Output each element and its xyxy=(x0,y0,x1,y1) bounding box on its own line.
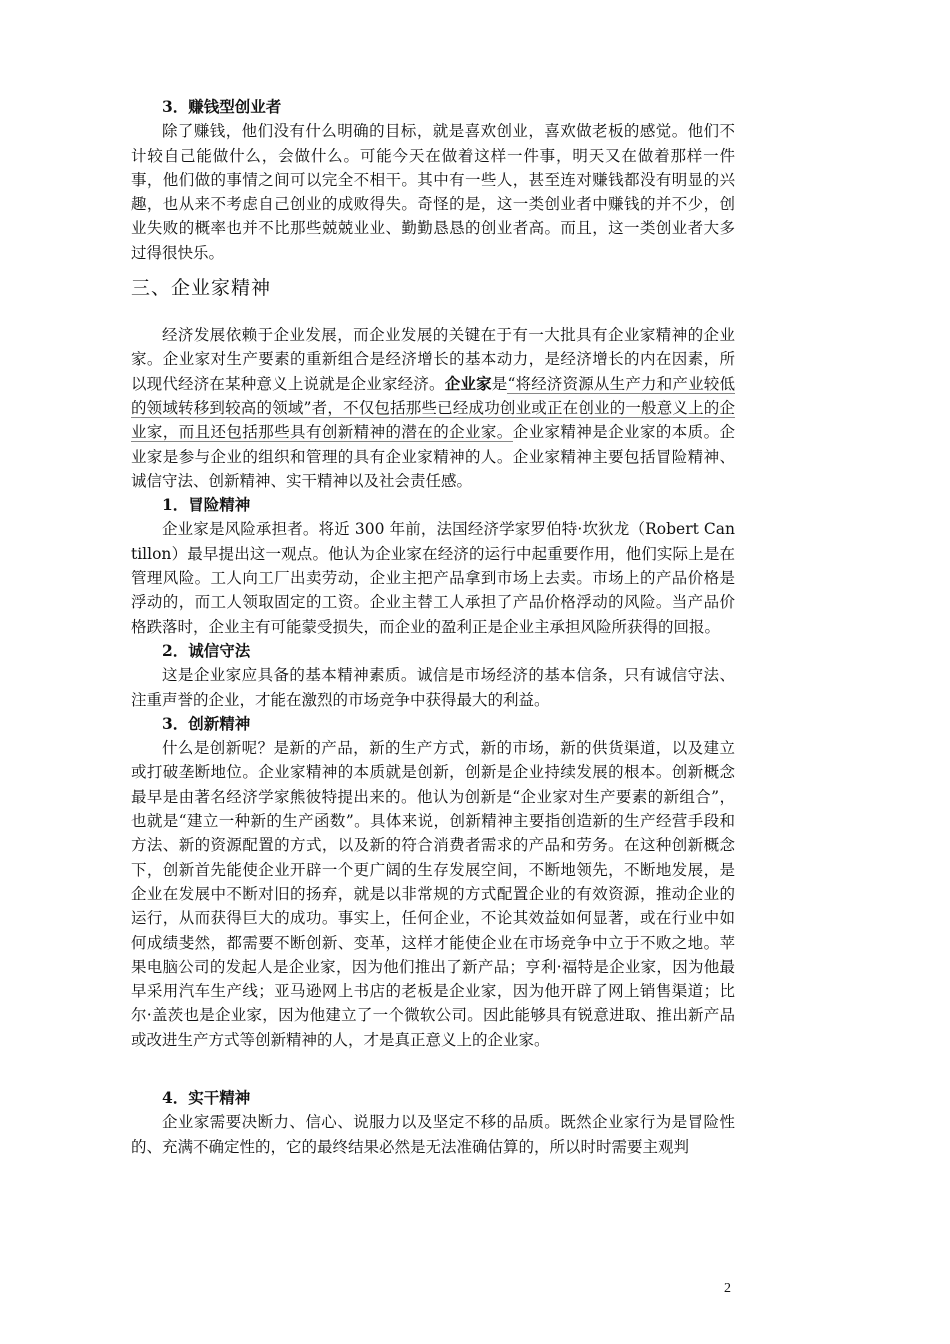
intro-part1: 经济发展依赖于企业发展，而企业发展的关键在于有一大批具有企业家精神的企业家。企业家对生产要素的重新组合是经济增长的基本动力，是经济增长的内在因素，所以现代经济在某种意义上说就是企业家经济。 xyxy=(131,326,735,393)
heading-money-entrepreneur: 3．赚钱型创业者 xyxy=(162,97,282,116)
section-title: 三、企业家精神 xyxy=(131,277,272,300)
heading-integrity: 2．诚信守法 xyxy=(162,640,251,660)
intro-keyword: 企业家 xyxy=(444,373,492,393)
paragraph-risk-spirit: 企业家是风险承担者。将近 300 年前，法国经济学家罗伯特·坎狄龙（Robert Cantillon）最早提出这一观点。他认为企业家在经济的运行中起重要作用，他们实际上是在管理风险。工人向工厂出卖劳动，企业主把产品拿到市场上去卖。市场上的产品价格是浮动的，而工人领取固定的工资。企业主替工人承担了产品价格浮动的风险。当产品价格跌落时，企业主有可能蒙受损失，而企业的盈利正是企业主承担风险所获得的回报。 xyxy=(131,520,735,636)
paragraph-practical-spirit: 企业家需要决断力、信心、说服力以及坚定不移的品质。既然企业家行为是冒险性的、充满不确定性的，它的最终结果必然是无法准确估算的，所以时时需要主观判 xyxy=(131,1113,735,1156)
intro-underlined-definition: “将经济资源从生产力和产业较低的领域转移到较高的领域”者，不仅包括那些已经成功创业或正在创业的一般意义上的企业家，而且还包括那些具有创新精神的潜在的企业家。 xyxy=(131,374,735,442)
heading-practical-spirit: 4．实干精神 xyxy=(162,1087,251,1107)
paragraph-integrity: 这是企业家应具备的基本精神素质。诚信是市场经济的基本信条，只有诚信守法、注重声誉的企业，才能在激烈的市场竞争中获得最大的利益。 xyxy=(131,666,735,709)
page-number: 2 xyxy=(724,1281,731,1296)
paragraph-innovation: 什么是创新呢？是新的产品，新的生产方式，新的市场，新的供货渠道，以及建立或打破垄断地位。企业家精神的本质就是创新，创新是企业持续发展的根本。创新概念最早是由著名经济学家熊彼特提出来的。他认为创新是“企业家对生产要素的新组合”，也就是“建立一种新的生产函数”。具体来说，创新精神主要指创造新的生产经营手段和方法、新的资源配置的方式，以及新的符合消费者需求的产品和劳务。在这种创新概念下，创新首先能使企业开辟一个更广阔的生存发展空间，不断地领先，不断地发展，是企业在发展中不断对旧的扬弃，就是以非常规的方式配置企业的有效资源，推动企业的运行，从而获得巨大的成功。事实上，任何企业，不论其效益如何显著，或在行业中如何成绩斐然，都需要不断创新、变革，这样才能使企业在市场竞争中立于不败之地。苹果电脑公司的发起人是企业家，因为他们推出了新产品；亨利·福特是企业家，因为他最早采用汽车生产线；亚马逊网上书店的老板是企业家，因为他开辟了网上销售渠道；比尔·盖茨也是企业家，因为他建立了一个微软公司。因此能够具有锐意进取、推出新产品或改进生产方式等创新精神的人，才是真正意义上的企业家。 xyxy=(131,739,735,1049)
paragraph-money-entrepreneur: 除了赚钱，他们没有什么明确的目标，就是喜欢创业，喜欢做老板的感觉。他们不计较自己能做什么，会做什么。可能今天在做着这样一件事，明天又在做着那样一件事，他们做的事情之间可以完全不相干。其中有一些人，甚至连对赚钱都没有明显的兴趣，也从来不考虑自己创业的成败得失。奇怪的是，这一类创业者中赚钱的并不少，创业失败的概率也并不比那些兢兢业业、勤勤恳恳的创业者高。而且，这一类创业者大多过得很快乐。 xyxy=(131,122,735,262)
document-page xyxy=(131,95,735,1159)
heading-risk-spirit: 1．冒险精神 xyxy=(162,495,251,515)
intro-part2: 是 xyxy=(491,374,508,393)
heading-innovation: 3．创新精神 xyxy=(162,713,251,733)
paragraph-intro xyxy=(131,323,735,493)
intro-part3: 企业家精神是企业家的本质。企业家是参与企业的组织和管理的具有企业家精神的人。企业家精神主要包括冒险精神、诚信守法、创新精神、实干精神以及社会责任感。 xyxy=(131,423,735,490)
